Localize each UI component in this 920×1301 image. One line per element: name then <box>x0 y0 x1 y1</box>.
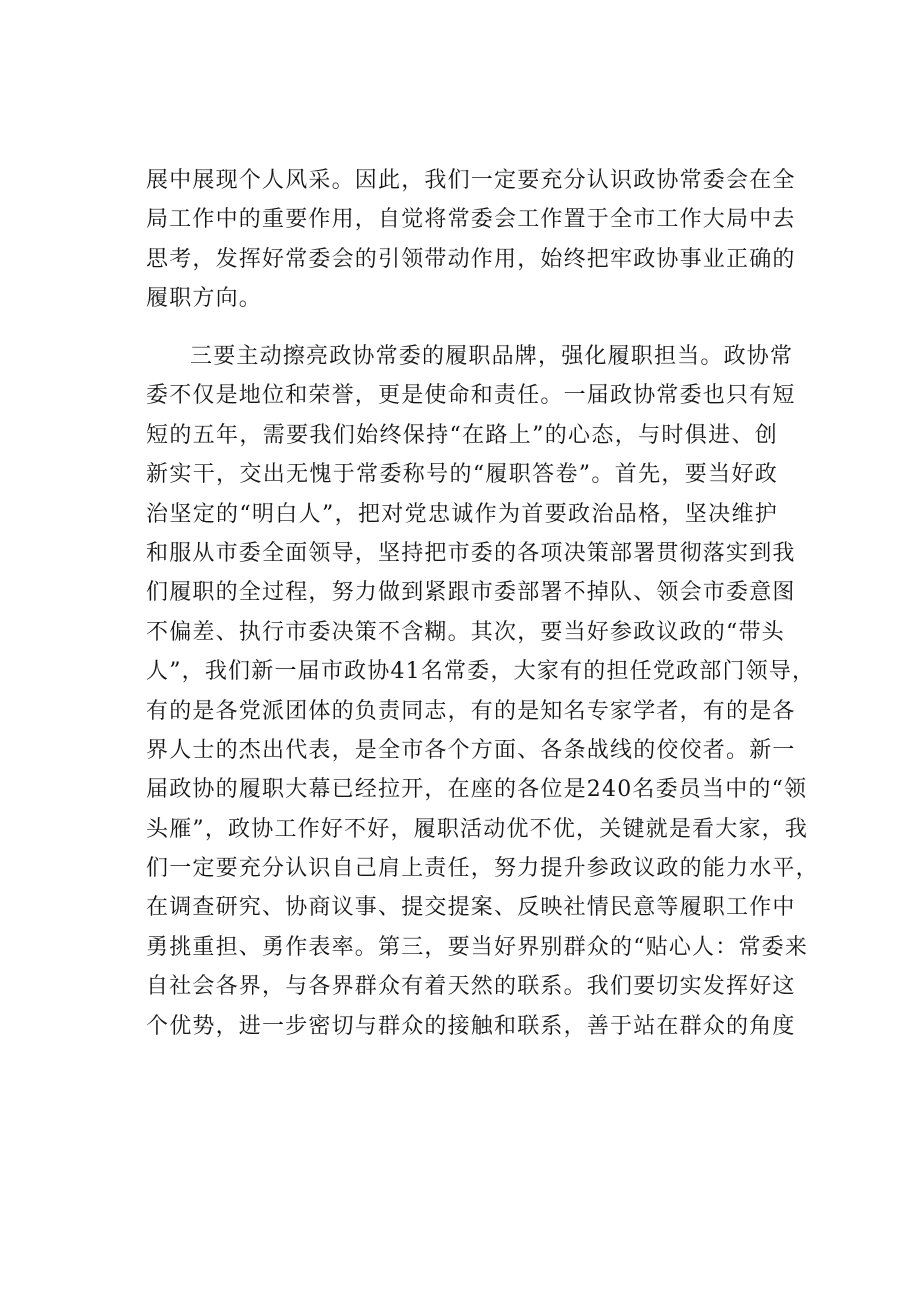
paragraph-line: 不偏差、执行市委决策不含糊。其次，要当好参政议政的“带头 <box>146 619 785 645</box>
paragraph-line: 局工作中的重要作用，自觉将常委会工作置于全市工作大局中去 <box>146 207 796 233</box>
paragraph-2 <box>146 337 819 1046</box>
paragraph-line: 短的五年，需要我们始终保持“在路上”的心态，与时俱进、创 <box>146 422 778 448</box>
paragraph-line: 新实干，交出无愧于常委称号的“履职答卷”。首先，要当好政 <box>146 462 778 488</box>
paragraph-line: 们一定要充分认识自己肩上责任，努力提升参政议政的能力水平， <box>146 856 819 882</box>
paragraph-line: 三要主动擦亮政协常委的履职品牌，强化履职担当。政协常 <box>190 344 794 369</box>
paragraph-line: 在调查研究、协商议事、提交提案、反映社情民意等履职工作中 <box>146 895 796 921</box>
paragraph-line: 头雁”，政协工作好不好，履职活动优不优，关键就是看大家，我 <box>146 816 809 842</box>
paragraph-line: 和服从市委全面领导，坚持把市委的各项决策部署贯彻落实到我 <box>146 540 796 566</box>
paragraph-line: 展中展现个人风采。因此，我们一定要充分认识政协常委会在全 <box>146 168 796 193</box>
paragraph-line: 届政协的履职大幕已经拉开，在座的各位是240名委员当中的“领 <box>146 777 808 803</box>
paragraph-line: 个优势，进一步密切与群众的接触和联系，善于站在群众的角度 <box>146 1013 796 1039</box>
paragraph-line: 履职方向。 <box>146 286 263 312</box>
paragraph-line: 思考，发挥好常委会的引领带动作用，始终把牢政协事业正确的 <box>146 246 796 272</box>
paragraph-1 <box>146 161 796 319</box>
paragraph-line: 人”，我们新一届市政协41名常委，大家有的担任党政部门领导， <box>146 659 816 685</box>
paragraph-line: 勇挑重担、勇作表率。第三，要当好界别群众的“贴心人：常委来 <box>146 934 809 960</box>
paragraph-line: 界人士的杰出代表，是全市各个方面、各条战线的佼佼者。新一 <box>146 737 796 763</box>
paragraph-line: 治坚定的“明白人”，把对党忠诚作为首要政治品格，坚决维护 <box>146 501 778 527</box>
paragraph-line: 自社会各界，与各界群众有着天然的联系。我们要切实发挥好这 <box>146 974 796 1000</box>
paragraph-line: 委不仅是地位和荣誉，更是使命和责任。一届政协常委也只有短 <box>146 383 796 409</box>
paragraph-line: 们履职的全过程，努力做到紧跟市委部署不掉队、领会市委意图 <box>146 580 796 606</box>
paragraph-line: 有的是各党派团体的负责同志，有的是知名专家学者，有的是各 <box>146 698 796 724</box>
